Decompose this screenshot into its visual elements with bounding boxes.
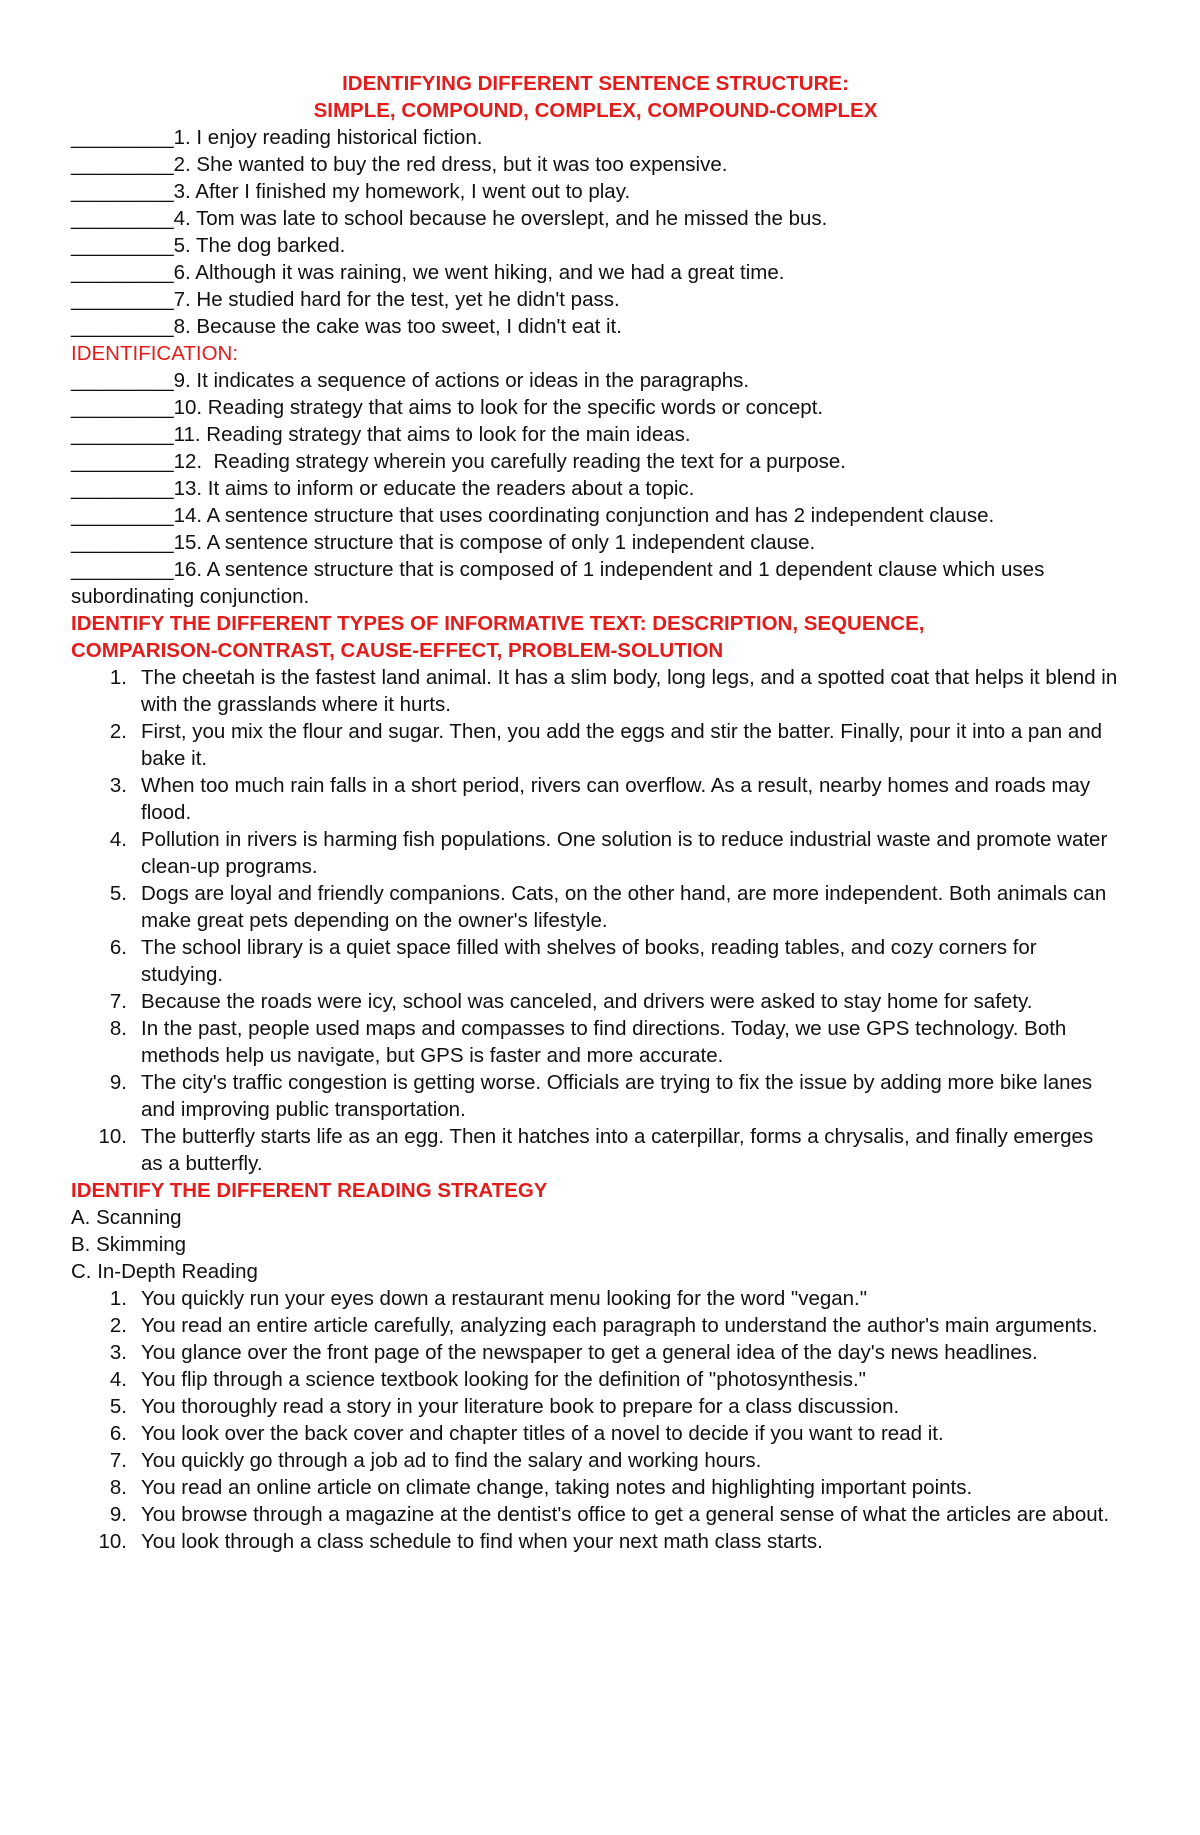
- list-item: [71, 1285, 1120, 1312]
- item-number: 10.: [98, 1530, 127, 1553]
- sentence-item: _________5. The dog barked.: [71, 234, 346, 257]
- list-item: [71, 1501, 1120, 1528]
- list-item: [71, 1015, 1120, 1069]
- item-number: 9.: [109, 1503, 127, 1526]
- identification-heading: IDENTIFICATION:: [71, 342, 239, 365]
- identification-item: _________10. Reading strategy that aims to look for the specific words or concept.: [71, 396, 824, 419]
- identification-item: _________12. Reading strategy wherein you carefully reading the text for a purpose.: [71, 450, 846, 473]
- sentence-structure-section: [71, 124, 1120, 340]
- item-text: The school library is a quiet space filled with shelves of books, reading tables, and cozy corners for studying.: [141, 936, 1037, 986]
- list-item: [71, 1420, 1120, 1447]
- identification-section: [71, 367, 1120, 610]
- list-item: [71, 1366, 1120, 1393]
- item-text: You read an online article on climate change, taking notes and highlighting important points.: [141, 1476, 973, 1499]
- list-item: [71, 1447, 1120, 1474]
- informative-heading-line-2: COMPARISON-CONTRAST, CAUSE-EFFECT, PROBLEM-SOLUTION: [71, 639, 724, 662]
- sentence-item: _________6. Although it was raining, we went hiking, and we had a great time.: [71, 261, 785, 284]
- item-number: 3.: [109, 774, 127, 797]
- item-text: You read an entire article carefully, analyzing each paragraph to understand the author's main arguments.: [141, 1314, 1098, 1337]
- item-number: 8.: [109, 1017, 127, 1040]
- choice-skimming: B. Skimming: [71, 1233, 187, 1256]
- sentence-item: _________2. She wanted to buy the red dress, but it was too expensive.: [71, 153, 728, 176]
- worksheet-title-line-1: IDENTIFYING DIFFERENT SENTENCE STRUCTURE:: [342, 72, 849, 95]
- item-number: 10.: [98, 1125, 127, 1148]
- item-text: You flip through a science textbook looking for the definition of "photosynthesis.": [141, 1368, 866, 1391]
- item-text: You browse through a magazine at the dentist's office to get a general sense of what the articles are about.: [141, 1503, 1110, 1526]
- sentence-item: _________4. Tom was late to school because he overslept, and he missed the bus.: [71, 207, 828, 230]
- sentence-item: _________1. I enjoy reading historical fiction.: [71, 126, 483, 149]
- strategy-choices: [71, 1204, 1120, 1285]
- item-text: You look over the back cover and chapter titles of a novel to decide if you want to read it.: [141, 1422, 944, 1445]
- item-number: 2.: [109, 1314, 127, 1337]
- item-number: 7.: [109, 1449, 127, 1472]
- item-text: Dogs are loyal and friendly companions. Cats, on the other hand, are more independent. Both animals can make great pets depending on the owner's lifestyle.: [141, 882, 1107, 932]
- item-text: Pollution in rivers is harming fish populations. One solution is to reduce industrial waste and promote water clean-up programs.: [141, 828, 1108, 878]
- item-number: 3.: [109, 1341, 127, 1364]
- list-item: [71, 1123, 1120, 1177]
- list-item: [71, 826, 1120, 880]
- item-text: Because the roads were icy, school was canceled, and drivers were asked to stay home for safety.: [141, 990, 1033, 1013]
- list-item: [71, 772, 1120, 826]
- sentence-item: _________8. Because the cake was too sweet, I didn't eat it.: [71, 315, 622, 338]
- list-item: [71, 664, 1120, 718]
- list-item: [71, 1069, 1120, 1123]
- list-item: [71, 988, 1120, 1015]
- item-text: You glance over the front page of the newspaper to get a general idea of the day's news headlines.: [141, 1341, 1038, 1364]
- identification-item: _________11. Reading strategy that aims to look for the main ideas.: [71, 423, 691, 446]
- list-item: [71, 1528, 1120, 1555]
- item-number: 5.: [109, 1395, 127, 1418]
- worksheet-title-line-2: SIMPLE, COMPOUND, COMPLEX, COMPOUND-COMPLEX: [313, 99, 878, 122]
- item-number: 4.: [109, 828, 127, 851]
- sentence-item: _________7. He studied hard for the test, yet he didn't pass.: [71, 288, 620, 311]
- item-number: 4.: [109, 1368, 127, 1391]
- list-item: [71, 1393, 1120, 1420]
- item-number: 6.: [109, 1422, 127, 1445]
- item-text: First, you mix the flour and sugar. Then, you add the eggs and stir the batter. Finally, pour it into a pan and bake it.: [141, 720, 1103, 770]
- list-item: [71, 1312, 1120, 1339]
- list-item: [71, 880, 1120, 934]
- item-number: 6.: [109, 936, 127, 959]
- item-text: You quickly go through a job ad to find the salary and working hours.: [141, 1449, 762, 1472]
- item-text: In the past, people used maps and compasses to find directions. Today, we use GPS technology. Both methods help us navigate, but GPS is faster and more accurate.: [141, 1017, 1067, 1067]
- informative-text-heading: [71, 610, 1120, 664]
- item-number: 7.: [109, 990, 127, 1013]
- item-number: 2.: [109, 720, 127, 743]
- item-text: The cheetah is the fastest land animal. It has a slim body, long legs, and a spotted coat that helps it blend in with the grasslands where it hurts.: [141, 666, 1118, 716]
- item-text: You quickly run your eyes down a restaurant menu looking for the word "vegan.": [141, 1287, 868, 1310]
- item-text: You thoroughly read a story in your literature book to prepare for a class discussion.: [141, 1395, 900, 1418]
- item-text: The city's traffic congestion is getting worse. Officials are trying to fix the issue by adding more bike lanes and improving public transportation.: [141, 1071, 1093, 1121]
- list-item: [71, 934, 1120, 988]
- list-item: [71, 718, 1120, 772]
- item-number: 8.: [109, 1476, 127, 1499]
- choice-scanning: A. Scanning: [71, 1206, 182, 1229]
- identification-item: _________9. It indicates a sequence of actions or ideas in the paragraphs.: [71, 369, 750, 392]
- item-number: 5.: [109, 882, 127, 905]
- list-item: [71, 1474, 1120, 1501]
- item-number: 1.: [109, 666, 127, 689]
- item-text: When too much rain falls in a short period, rivers can overflow. As a result, nearby homes and roads may flood.: [141, 774, 1091, 824]
- identification-item: _________13. It aims to inform or educate the readers about a topic.: [71, 477, 695, 500]
- item-text: You look through a class schedule to find when your next math class starts.: [141, 1530, 823, 1553]
- identification-item: _________14. A sentence structure that uses coordinating conjunction and has 2 independent clause.: [71, 504, 995, 527]
- item-number: 1.: [109, 1287, 127, 1310]
- identification-item: _________15. A sentence structure that is compose of only 1 independent clause.: [71, 531, 816, 554]
- list-item: [71, 1339, 1120, 1366]
- identification-item: _________16. A sentence structure that is composed of 1 independent and 1 dependent clause which uses subordinating conjunction.: [71, 558, 1051, 608]
- reading-strategy-list: [71, 1285, 1120, 1555]
- informative-heading-line-1: IDENTIFY THE DIFFERENT TYPES OF INFORMATIVE TEXT: DESCRIPTION, SEQUENCE,: [71, 612, 925, 635]
- sentence-item: _________3. After I finished my homework, I went out to play.: [71, 180, 631, 203]
- choice-in-depth-reading: C. In-Depth Reading: [71, 1260, 258, 1283]
- item-text: The butterfly starts life as an egg. Then it hatches into a caterpillar, forms a chrysalis, and finally emerges as a butterfly.: [141, 1125, 1094, 1175]
- item-number: 9.: [109, 1071, 127, 1094]
- informative-text-list: [71, 664, 1120, 1177]
- reading-strategy-heading: IDENTIFY THE DIFFERENT READING STRATEGY: [71, 1179, 548, 1202]
